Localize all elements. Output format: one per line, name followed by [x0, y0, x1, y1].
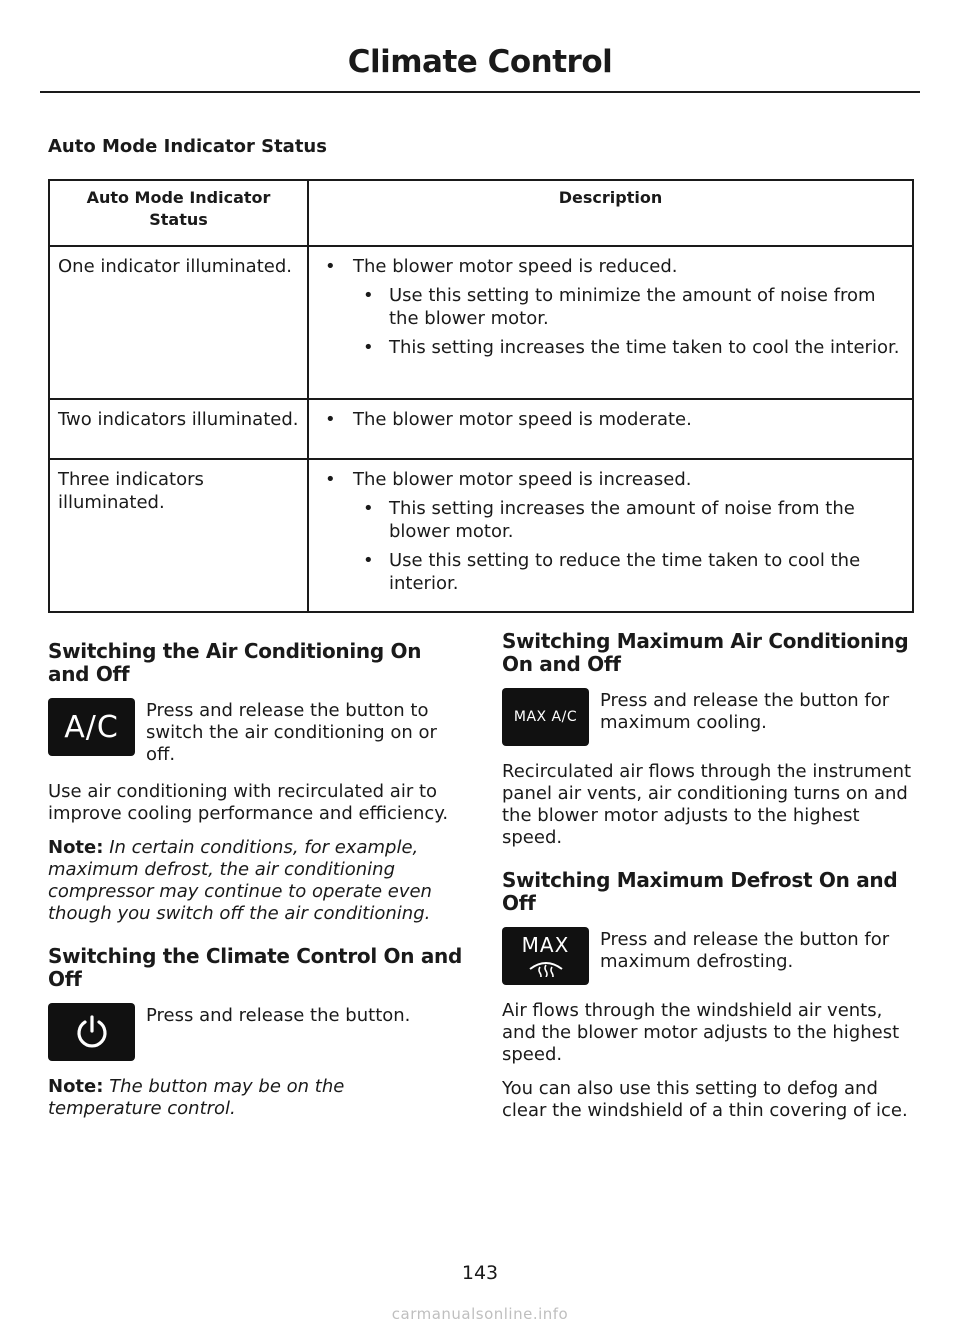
header-rule: [40, 91, 920, 93]
max-ac-icon-text: Press and release the button for maximum cooling.: [600, 690, 890, 733]
column-header-status: Auto Mode Indicator Status: [49, 180, 308, 246]
bullet-sub: • Use this setting to reduce the time taken to cool the interior.: [317, 549, 904, 595]
max-defrost-icon-row: [502, 927, 917, 985]
status-cell: One indicator illuminated.: [49, 246, 308, 399]
max-ac-icon-label: MAX A/C: [513, 709, 578, 725]
windshield-defrost-icon: [526, 955, 566, 977]
climate-section-title: Switching the Climate Control On and Off: [48, 944, 462, 991]
ac-icon-label: A/C: [64, 709, 119, 745]
left-column: [48, 640, 463, 1132]
status-cell: Three indicators illuminated.: [49, 459, 308, 612]
ac-icon-text: Press and release the button to switch the air conditioning on or off.: [146, 700, 437, 765]
page-header-title: Climate Control: [347, 44, 613, 80]
climate-icon-text: Press and release the button.: [146, 1005, 411, 1026]
max-defrost-paragraph-1: Air flows through the windshield air vents, and the blower motor adjusts to the highest speed.: [502, 1000, 900, 1065]
max-ac-button-icon: [502, 688, 589, 746]
description-cell: [308, 459, 913, 612]
auto-mode-status-table: [48, 179, 914, 613]
table-row: [49, 459, 913, 612]
power-icon: [48, 1003, 135, 1061]
right-column: [502, 630, 917, 1134]
max-defrost-section-title: Switching Maximum Defrost On and Off: [502, 868, 898, 915]
section-title: Auto Mode Indicator Status: [48, 136, 327, 157]
bullet-sub: • This setting increases the time taken to cool the interior.: [317, 336, 904, 359]
max-ac-section-title: Switching Maximum Air Conditioning On and Off: [502, 629, 909, 676]
status-cell: Two indicators illuminated.: [49, 399, 308, 459]
ac-button-icon: [48, 698, 135, 756]
max-defrost-icon-label: MAX: [521, 933, 570, 957]
ac-note-text: In certain conditions, for example, maximum defrost, the air conditioning compressor may continue to operate even though you switch off the air conditioning.: [48, 837, 432, 924]
max-defrost-paragraph-2: You can also use this setting to defog and clear the windshield of a thin covering of ice.: [502, 1078, 908, 1121]
ac-paragraph: Use air conditioning with recirculated air to improve cooling performance and efficiency.: [48, 781, 449, 824]
page-number: 143: [461, 1262, 499, 1284]
ac-note-label: Note:: [48, 837, 104, 858]
bullet-sub: • This setting increases the amount of noise from the blower motor.: [317, 497, 904, 543]
climate-note: [48, 1076, 463, 1120]
max-ac-paragraph: Recirculated air flows through the instrument panel air vents, air conditioning turns on and the blower motor adjusts to the highest speed.: [502, 761, 912, 848]
description-cell: [308, 246, 913, 399]
column-header-description: Description: [308, 180, 913, 246]
climate-icon-row: [48, 1003, 463, 1061]
table-row: [49, 399, 913, 459]
max-defrost-button-icon: [502, 927, 589, 985]
ac-icon-row: [48, 698, 463, 766]
table-row: [49, 246, 913, 399]
max-ac-icon-row: [502, 688, 917, 746]
climate-note-label: Note:: [48, 1076, 104, 1097]
bullet-sub: • Use this setting to minimize the amount of noise from the blower motor.: [317, 284, 904, 330]
description-cell: [308, 399, 913, 459]
bullet-main: • The blower motor speed is moderate.: [317, 408, 904, 431]
bullet-main: • The blower motor speed is increased.: [317, 468, 904, 491]
ac-section-title: Switching the Air Conditioning On and Off: [48, 639, 422, 686]
ac-note: [48, 837, 463, 925]
table-header-row: [49, 180, 913, 246]
bullet-main: • The blower motor speed is reduced.: [317, 255, 904, 278]
watermark: carmanualsonline.info: [391, 1305, 569, 1323]
climate-note-text: The button may be on the temperature control.: [48, 1076, 345, 1119]
max-defrost-icon-text: Press and release the button for maximum defrosting.: [600, 929, 890, 972]
